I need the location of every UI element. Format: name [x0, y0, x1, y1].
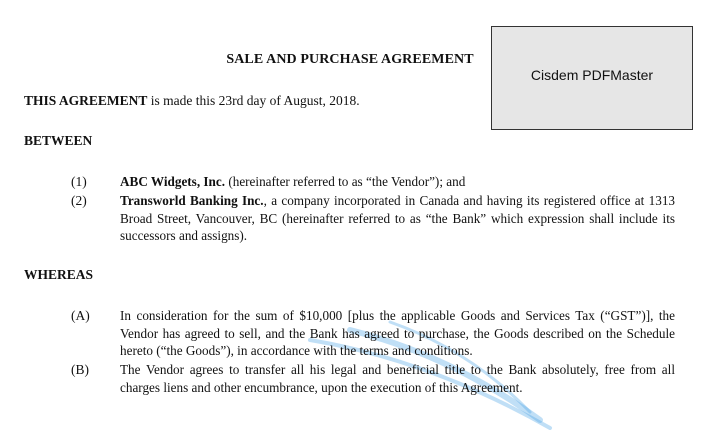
recital-number-b: (B) [71, 362, 89, 377]
party-item-2 [120, 192, 675, 245]
agreement-intro [24, 93, 360, 109]
party-number-1: (1) [71, 174, 87, 189]
party-text-2: , a company incorporated in Canada and having its registered office at 1313 Broad Street, Vancouver, BC (hereinafter referred to as “the Bank” which expression shall include its successors and assigns). [120, 193, 676, 243]
whereas-heading: WHEREAS [24, 267, 94, 282]
party-text-1: (hereinafter referred to as “the Vendor”); and [225, 174, 466, 189]
intro-rest: is made this 23rd day of August, 2018. [147, 93, 360, 108]
recital-number-a: (A) [71, 308, 90, 323]
recital-text-a: In consideration for the sum of $10,000 [plus the applicable Goods and Services Tax (“GST”)], the Vendor has agreed to sell, and the Bank has agreed to purchase, the Goods described on the Schedule hereto (“the Goods”), in accordance with the terms and conditions. [120, 308, 675, 358]
party-name-2: Transworld Banking Inc. [120, 193, 264, 208]
intro-bold: THIS AGREEMENT [24, 93, 148, 108]
party-item-1 [120, 173, 675, 191]
between-heading: BETWEEN [24, 133, 93, 148]
cisdem-pdfmaster-box [491, 26, 693, 130]
document-title: SALE AND PURCHASE AGREEMENT [226, 52, 474, 67]
party-number-2: (2) [71, 193, 87, 208]
party-name-1: ABC Widgets, Inc. [120, 174, 226, 189]
recital-text-b: The Vendor agrees to transfer all his legal and beneficial title to the Bank absolutely, free from all charges liens and other encumbrance, upon the execution of this Agreement. [120, 362, 675, 395]
cisdem-pdfmaster-label: Cisdem PDFMaster [530, 67, 654, 83]
